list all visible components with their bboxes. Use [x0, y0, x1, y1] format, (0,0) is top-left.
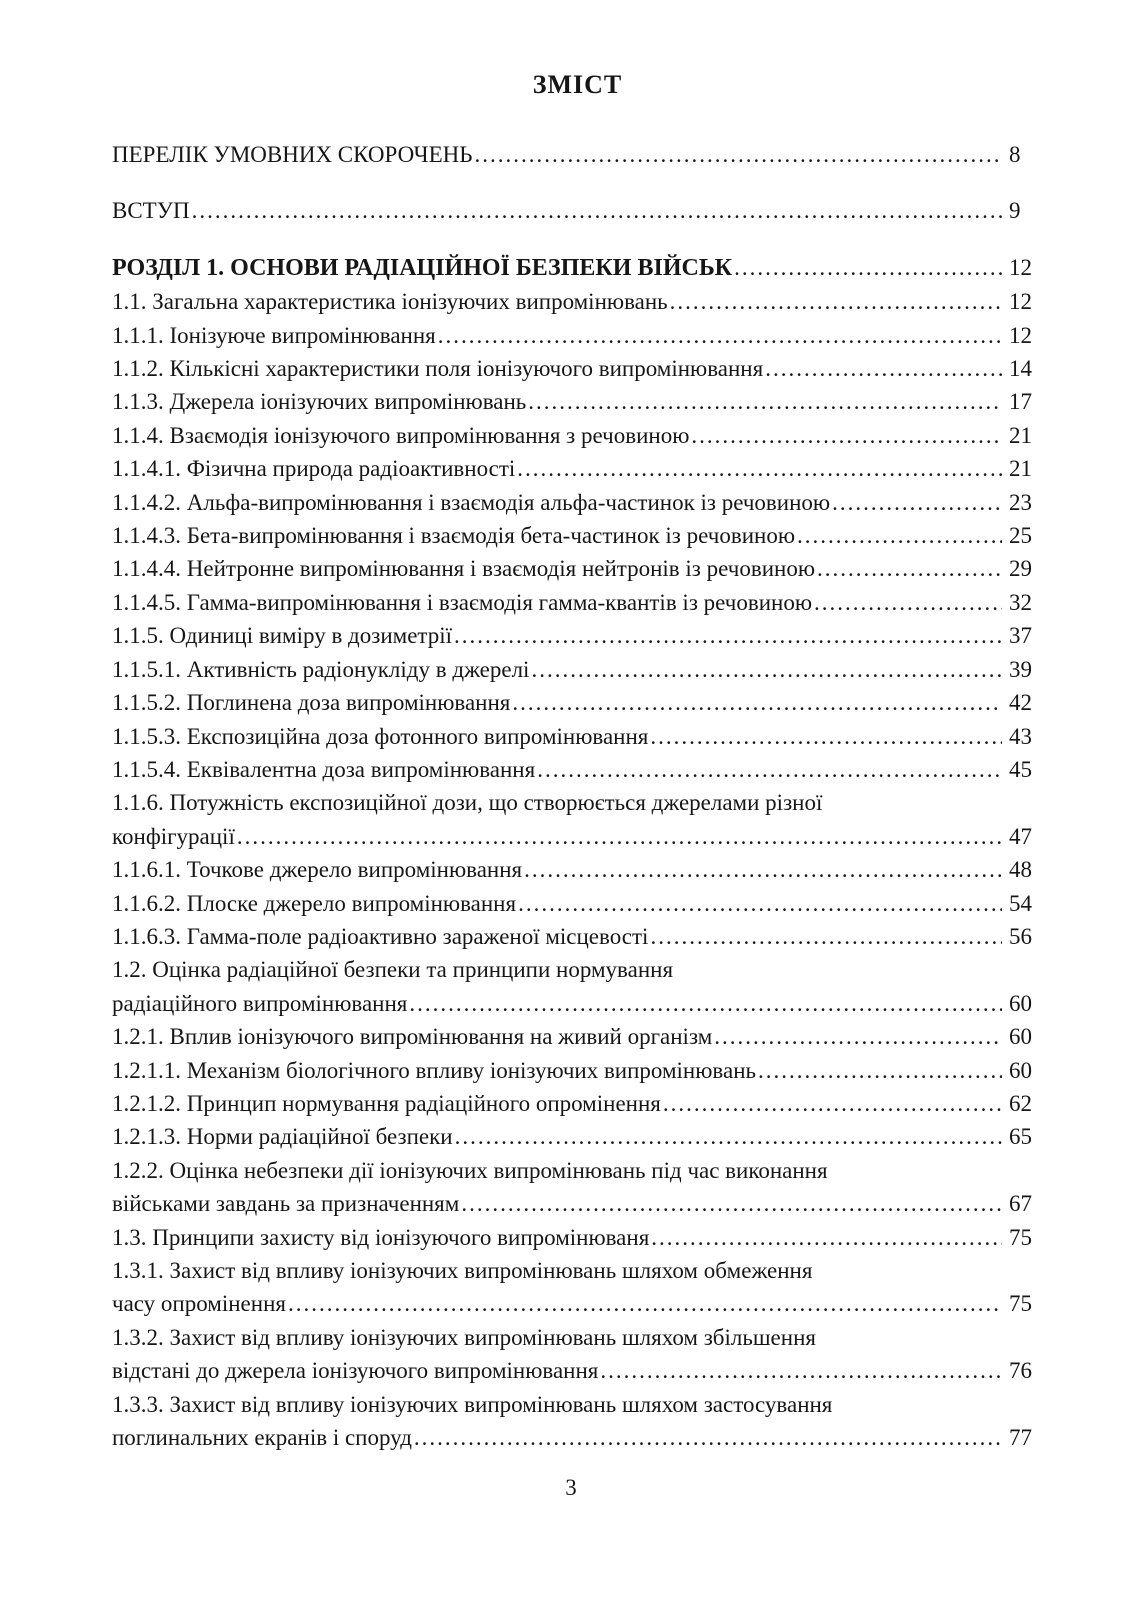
- toc-page-number: 43: [1009, 723, 1032, 749]
- toc-page-number: 9: [1009, 198, 1021, 224]
- dot-leader: [414, 1421, 1002, 1454]
- toc-row: [112, 619, 1043, 652]
- table-of-contents: [112, 138, 1043, 1454]
- toc-entry-text: 1.3.2. Захист від впливу іонізуючих випромінювань шляхом збільшення: [112, 1324, 816, 1350]
- toc-row: [112, 519, 1043, 552]
- toc-entry-text: 1.1.5.2. Поглинена доза випромінювання: [112, 690, 511, 716]
- toc-row: [112, 194, 1043, 227]
- toc-row: [112, 653, 1043, 686]
- toc-row: [112, 987, 1043, 1020]
- toc-entry-text: 1.1.4.3. Бета-випромінювання і взаємодія бета-частинок із речовиною: [112, 523, 796, 549]
- dot-leader: [600, 1354, 1002, 1387]
- toc-page-number: 47: [1009, 823, 1032, 849]
- toc-row: [112, 720, 1043, 753]
- dot-leader: [832, 486, 1002, 519]
- dot-leader: [518, 887, 1002, 920]
- toc-page-number: 39: [1009, 656, 1032, 682]
- toc-page-number: 54: [1009, 890, 1032, 916]
- toc-entry-text: 1.1.4.5. Гамма-випромінювання і взаємодія гамма-квантів із речовиною: [112, 589, 813, 615]
- toc-row: [112, 452, 1043, 485]
- toc-row: [112, 1187, 1043, 1220]
- toc-row: [112, 1020, 1043, 1053]
- toc-page-number: 62: [1009, 1090, 1032, 1116]
- toc-row: [112, 1054, 1043, 1087]
- dot-leader: [663, 1087, 1002, 1120]
- toc-row: [112, 1321, 1043, 1354]
- toc-page-number: 60: [1009, 990, 1032, 1016]
- toc-page-number: 56: [1009, 923, 1032, 949]
- toc-page-number: 60: [1009, 1057, 1032, 1083]
- toc-entry-text: 1.2. Оцінка радіаційної безпеки та принципи нормування: [112, 957, 674, 983]
- toc-page-number: 75: [1009, 1291, 1032, 1317]
- dot-leader: [474, 138, 1002, 171]
- dot-leader: [670, 285, 1002, 318]
- dot-leader: [797, 519, 1002, 552]
- toc-entry-text: 1.1.6.3. Гамма-поле радіоактивно зараженої місцевості: [112, 923, 649, 949]
- dot-leader: [409, 987, 1002, 1020]
- toc-entry-text: ВСТУП: [112, 198, 190, 224]
- toc-entry-text: 1.1.3. Джерела іонізуючих випромінювань: [112, 389, 527, 415]
- toc-page-number: 17: [1009, 389, 1032, 415]
- dot-leader: [288, 1287, 1002, 1320]
- dot-leader: [461, 1187, 1002, 1220]
- toc-entry-text: поглинальних екранів і споруд: [112, 1425, 412, 1451]
- toc-entry-text: часу опромінення: [112, 1291, 286, 1317]
- toc-page-number: 14: [1009, 356, 1032, 382]
- dot-leader: [537, 753, 1002, 786]
- toc-page-number: 42: [1009, 690, 1032, 716]
- toc-page-number: 21: [1009, 422, 1032, 448]
- toc-row: [112, 352, 1043, 385]
- toc-row: [112, 319, 1043, 352]
- toc-page-number: 25: [1009, 523, 1032, 549]
- toc-page-number: 77: [1009, 1425, 1032, 1451]
- toc-page-number: 67: [1009, 1191, 1032, 1217]
- toc-row: [112, 853, 1043, 886]
- toc-page-number: 45: [1009, 756, 1032, 782]
- toc-entry-text: ПЕРЕЛІК УМОВНИХ СКОРОЧЕНЬ: [112, 142, 473, 167]
- toc-row: [112, 486, 1043, 519]
- toc-entry-text: 1.3.1. Захист від впливу іонізуючих випромінювань шляхом обмеження: [112, 1258, 813, 1283]
- toc-entry-text: 1.1.6.1. Точкове джерело випромінювання: [112, 857, 523, 883]
- toc-entry-text: 1.2.2. Оцінка небезпеки дії іонізуючих випромінювань під час виконання: [112, 1157, 828, 1183]
- toc-entry-text: 1.1.5. Одиниці виміру в дозиметрії: [112, 623, 453, 649]
- toc-row: [112, 586, 1043, 619]
- toc-entry-text: 1.1.4.1. Фізична природа радіоактивності: [112, 456, 516, 482]
- toc-row: [112, 385, 1043, 418]
- toc-entry-text: відстані до джерела іонізуючого випромінювання: [112, 1358, 599, 1384]
- dot-leader: [455, 1120, 1002, 1153]
- toc-entry-text: 1.1.5.3. Експозиційна доза фотонного випромінювання: [112, 723, 649, 749]
- toc-page-number: 37: [1009, 623, 1032, 649]
- toc-entry-text: 1.1.4. Взаємодія іонізуючого випромінювання з речовиною: [112, 422, 690, 448]
- toc-entry-text: 1.1.5.4. Еквівалентна доза випромінювання: [112, 756, 536, 782]
- toc-row: [112, 419, 1043, 452]
- dot-leader: [765, 352, 1002, 385]
- page-title: ЗМІСТ: [532, 70, 623, 99]
- dot-leader: [528, 385, 1002, 418]
- toc-row: [112, 1388, 1043, 1421]
- toc-entry-text: 1.1.4.4. Нейтронне випромінювання і взаємодія нейтронів із речовиною: [112, 556, 816, 582]
- dot-leader: [512, 686, 1002, 719]
- dot-leader: [524, 853, 1002, 886]
- dot-leader: [517, 452, 1002, 485]
- toc-entry-text: військами завдань за призначенням: [112, 1191, 460, 1217]
- toc-row: [112, 887, 1043, 920]
- toc-row: [112, 1154, 1043, 1187]
- toc-row: [112, 285, 1043, 318]
- toc-entry-text: 1.3. Принципи захисту від іонізуючого випромінюваня: [112, 1224, 650, 1250]
- toc-row: [112, 1354, 1043, 1387]
- toc-entry-text: 1.1.6.2. Плоске джерело випромінювання: [112, 890, 517, 916]
- dot-leader: [237, 820, 1002, 853]
- toc-row: [112, 920, 1043, 953]
- dot-leader: [734, 251, 1002, 284]
- toc-page-number: 65: [1009, 1124, 1032, 1150]
- toc-row: [112, 1254, 1043, 1287]
- toc-entry-text: 1.2.1.2. Принцип нормування радіаційного опромінення: [112, 1090, 661, 1116]
- dot-leader: [714, 1020, 1002, 1053]
- dot-leader: [454, 619, 1002, 652]
- toc-entry-text: 1.1. Загальна характеристика іонізуючих випромінювань: [112, 289, 668, 315]
- toc-entry-text: 1.1.6. Потужність експозиційної дози, що створюється джерелами різної: [112, 790, 823, 816]
- toc-row: [112, 786, 1043, 819]
- toc-entry-text: радіаційного випромінювання: [112, 990, 408, 1016]
- toc-row: [112, 1287, 1043, 1320]
- toc-entry-text: 1.1.1. Іонізуюче випромінювання: [112, 322, 436, 348]
- toc-page-number: 12: [1009, 289, 1032, 315]
- toc-entry-text: РОЗДІЛ 1. ОСНОВИ РАДІАЦІЙНОЇ БЕЗПЕКИ ВІЙСЬК: [112, 254, 733, 281]
- toc-row: [112, 686, 1043, 719]
- toc-row: [112, 820, 1043, 853]
- dot-leader: [691, 419, 1002, 452]
- dot-leader: [814, 586, 1002, 619]
- toc-entry-text: 1.1.2. Кількісні характеристики поля іонізуючого випромінювання: [112, 356, 764, 382]
- toc-row: [112, 251, 1043, 285]
- dot-leader: [651, 1221, 1002, 1254]
- toc-row: [112, 953, 1043, 986]
- toc-page-number: 75: [1009, 1224, 1032, 1250]
- toc-entry-text: 1.2.1.3. Норми радіаційної безпеки: [112, 1124, 453, 1150]
- toc-page-number: 12: [1009, 254, 1032, 280]
- dot-leader: [758, 1054, 1002, 1087]
- toc-page-number: 21: [1009, 456, 1032, 482]
- footer-page-number: 3: [565, 1475, 577, 1500]
- toc-entry-text: 1.2.1. Вплив іонізуючого випромінювання на живий організм: [112, 1024, 713, 1050]
- toc-page-number: 29: [1009, 556, 1032, 582]
- toc-entry-text: 1.1.5.1. Активність радіонукліду в джерелі: [112, 656, 530, 682]
- toc-row: [112, 1120, 1043, 1153]
- dot-leader: [817, 552, 1002, 585]
- dot-leader: [650, 920, 1002, 953]
- dot-leader: [650, 720, 1002, 753]
- toc-page-number: 12: [1009, 322, 1032, 348]
- toc-entry-text: 1.2.1.1. Механізм біологічного впливу іонізуючих випромінювань: [112, 1057, 756, 1083]
- toc-row: [112, 552, 1043, 585]
- toc-page-number: 8: [1009, 142, 1021, 167]
- toc-entry-text: 1.1.4.2. Альфа-випромінювання і взаємодія альфа-частинок із речовиною: [112, 489, 831, 515]
- toc-row: [112, 1221, 1043, 1254]
- toc-row: [112, 138, 1043, 171]
- dot-leader: [192, 194, 1002, 227]
- toc-page-number: 48: [1009, 857, 1032, 883]
- toc-entry-text: 1.3.3. Захист від впливу іонізуючих випромінювань шляхом застосування: [112, 1391, 833, 1417]
- dot-leader: [438, 319, 1002, 352]
- dot-leader: [531, 653, 1002, 686]
- toc-content: [112, 70, 1043, 1454]
- toc-page-number: 23: [1009, 489, 1032, 515]
- toc-row: [112, 1421, 1043, 1454]
- toc-row: [112, 753, 1043, 786]
- toc-entry-text: конфігурації: [112, 823, 235, 849]
- toc-page-number: 60: [1009, 1024, 1032, 1050]
- toc-page-number: 32: [1009, 589, 1032, 615]
- toc-page-number: 76: [1009, 1358, 1032, 1384]
- toc-row: [112, 1087, 1043, 1120]
